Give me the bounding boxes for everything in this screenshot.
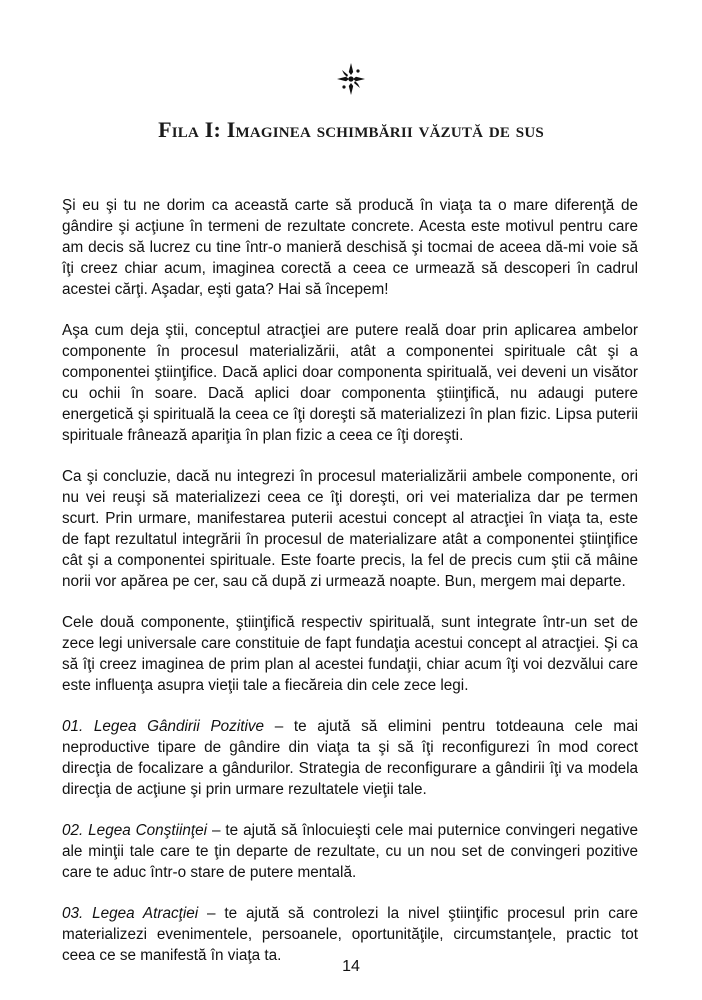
page-number: 14 — [342, 958, 360, 975]
law-paragraph — [62, 903, 638, 966]
law-paragraph — [62, 716, 638, 800]
body-text — [62, 195, 638, 986]
law-description: – te ajută să controlezi la nivel ştiinţific procesul prin care materializezi evenimentele, persoanele, oportunităţile, circumstanţele, practic tot ceea ce se manifestă în viaţa ta. — [62, 905, 639, 964]
paragraph: Şi eu şi tu ne dorim ca această carte să producă în viaţa ta o mare diferenţă de gândire şi acţiune în termeni de rezultate concrete. Acesta este motivul pentru care am decis să lucrez cu tine într-o manieră deschisă şi tocmai de aceea dă-mi voie să îţi creez chiar acum, imaginea corectă a ceea ce urmează să descoperi în cadrul acestei cărţi. Aşadar, eşti gata? Hai să începem! — [62, 197, 638, 298]
fleuron-ornament-icon — [336, 62, 366, 96]
law-description: – te ajută să înlocuieşti cele mai puternice convingeri negative ale minţii tale care te ţin departe de rezultate, cu un nou set de convingeri pozitive care te aduc într-o stare de putere mentală. — [62, 822, 638, 881]
law-paragraph — [62, 820, 638, 883]
paragraph: Ca şi concluzie, dacă nu integrezi în procesul materializării ambele componente, ori nu vei reuşi să materializezi ceea ce îţi doreşti, ori vei materializa dar pe termen scurt. Prin urmare, manifestarea puterii acestui concept al atracţiei în viaţa ta, este de fapt rezultatul integrării în procesul de materializare atât a componentei ştiinţifice cât şi a componentei spirituale. Este foarte precis, la fel de precis cum ştii că mâine norii vor apărea pe cer, sau că după zi urmează noapte. Bun, mergem mai departe. — [62, 468, 638, 590]
page-title: Fila I: Imaginea schimbării văzută de sus — [158, 117, 544, 142]
paragraph: Cele două componente, ştiinţifică respectiv spirituală, sunt integrate într-un set de zece legi universale care constituie de fapt fundaţia acestui concept al atracţiei. Şi ca să îţi creez imaginea de prim plan al acestei fundaţii, chiar acum îţi voi dezvălui care este influenţa asupra vieţii tale a fiecăreia din cele zece legi. — [62, 614, 638, 694]
law-name: 01. Legea Gândirii Pozitive — [62, 718, 265, 735]
law-name: 03. Legea Atracţiei — [62, 905, 199, 922]
paragraph: Aşa cum deja ştii, conceptul atracţiei are putere reală doar prin aplicarea ambelor componente în procesul materializării, atât a componentei spirituale cât şi a componentei ştiinţifice. Dacă aplici doar componenta spirituală, vei deveni un visător cu ochii în soare. Dacă aplici doar componenta ştiinţifică, nu adaugi putere energetică şi spirituală la ceea ce îţi doreşti să materializezi în plan fizic. Lipsa puterii spirituale frânează apariţia în plan fizic a ceea ce îţi doreşti. — [62, 322, 638, 444]
law-name: 02. Legea Conştiinţei — [62, 822, 208, 839]
law-description: – te ajută să elimini pentru totdeauna cele mai neproductive tipare de gândire din viaţa ta şi să îţi reconfigurezi în mod corect direcţia de focalizare a gândurilor. Strategia de reconfigurare a gândirii îţi va modela direcţia de acţiune şi prin urmare rezultatele vieţii tale. — [62, 718, 639, 798]
chapter-ornament — [0, 62, 702, 102]
